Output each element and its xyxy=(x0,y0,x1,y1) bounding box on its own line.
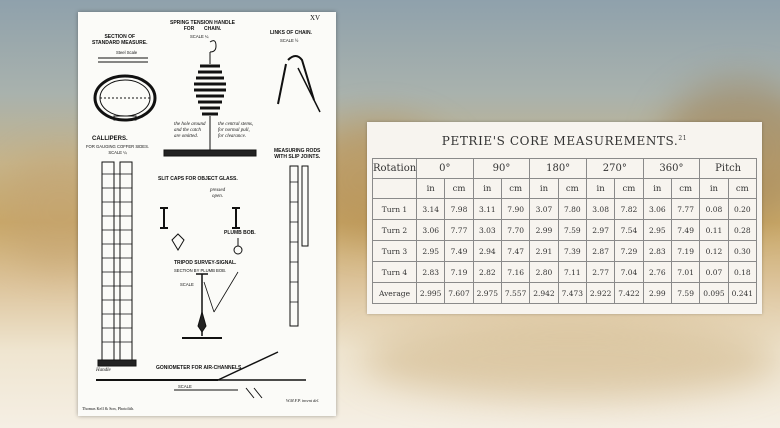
table-cell: 7.59 xyxy=(671,283,699,304)
unit-cell: in xyxy=(417,179,445,199)
table-cell: 7.80 xyxy=(558,199,586,220)
table-cell: 0.18 xyxy=(728,262,756,283)
tripod-scale-label: SCALE xyxy=(180,282,194,287)
table-row xyxy=(373,262,757,283)
table-cell: 2.80 xyxy=(530,262,558,283)
table-cell: 7.422 xyxy=(615,283,643,304)
table-cell: 7.77 xyxy=(445,220,473,241)
unit-cell: in xyxy=(700,179,728,199)
table-row-average xyxy=(373,283,757,304)
header-0-deg: 0° xyxy=(417,159,474,179)
unit-cell: cm xyxy=(615,179,643,199)
table-cell: 3.03 xyxy=(473,220,501,241)
table-cell: 3.07 xyxy=(530,199,558,220)
instrument-plate xyxy=(78,12,336,416)
table-cell: 2.82 xyxy=(473,262,501,283)
table-cell: 7.557 xyxy=(501,283,529,304)
table-cell: 3.14 xyxy=(417,199,445,220)
table-cell: 7.70 xyxy=(501,220,529,241)
standard-measure-label: SECTION OF STANDARD MEASURE. xyxy=(92,34,148,46)
header-180-deg: 180° xyxy=(530,159,587,179)
table-cell: 7.16 xyxy=(501,262,529,283)
unit-cell: cm xyxy=(445,179,473,199)
table-cell: 0.20 xyxy=(728,199,756,220)
table-cell: 2.87 xyxy=(586,241,614,262)
table-cell: 7.39 xyxy=(558,241,586,262)
table-title-footnote: 21 xyxy=(678,135,688,142)
table-cell: 2.922 xyxy=(586,283,614,304)
unit-cell: in xyxy=(473,179,501,199)
table-cell: 0.11 xyxy=(700,220,728,241)
background-blur-4 xyxy=(360,320,780,400)
plate-drawings xyxy=(78,12,336,416)
table-cell: 7.82 xyxy=(615,199,643,220)
table-cell: 0.095 xyxy=(700,283,728,304)
table-cell: 7.49 xyxy=(445,241,473,262)
table-cell: 7.54 xyxy=(615,220,643,241)
table-cell: 2.995 xyxy=(417,283,445,304)
table-cell: 2.95 xyxy=(417,241,445,262)
tripod-subtitle: SECTION BY PLUMB BOB. xyxy=(174,268,227,273)
table-cell: 3.06 xyxy=(643,199,671,220)
goniometer-scale-label: SCALE xyxy=(178,384,192,389)
table-cell: 7.98 xyxy=(445,199,473,220)
table-cell: 7.11 xyxy=(558,262,586,283)
table-cell: 2.83 xyxy=(417,262,445,283)
row-label: Average xyxy=(373,283,417,304)
table-cell: 3.11 xyxy=(473,199,501,220)
table-cell: 7.59 xyxy=(558,220,586,241)
unit-cell: in xyxy=(586,179,614,199)
plumb-bob-label: PLUMB BOB. xyxy=(224,230,256,236)
units-corner-cell xyxy=(373,179,417,199)
goniometer-handle-label: Handle xyxy=(96,368,111,373)
slit-caps-label: SLIT CAPS FOR OBJECT GLASS. xyxy=(158,176,238,182)
table-cell: 2.91 xyxy=(530,241,558,262)
spring-handle-label: SPRING TENSION HANDLE FOR CHAIN. xyxy=(170,20,236,32)
table-cell: 7.29 xyxy=(615,241,643,262)
table-cell: 2.76 xyxy=(643,262,671,283)
header-360-deg: 360° xyxy=(643,159,700,179)
unit-cell: cm xyxy=(558,179,586,199)
table-cell: 0.241 xyxy=(728,283,756,304)
rotation-header: Rotation xyxy=(373,159,417,179)
table-units-row xyxy=(373,179,757,199)
pressed-open-label: pressed open. xyxy=(210,188,226,199)
callipers-label: CALLIPERS. xyxy=(92,136,128,142)
row-label: Turn 2 xyxy=(373,220,417,241)
table-cell: 0.07 xyxy=(700,262,728,283)
publisher-credit: Thomas Kell & Son, Photolith. xyxy=(82,406,135,411)
table-cell: 0.08 xyxy=(700,199,728,220)
core-measurements-card xyxy=(367,122,762,314)
table-cell: 0.30 xyxy=(728,241,756,262)
header-90-deg: 90° xyxy=(473,159,530,179)
table-cell: 3.06 xyxy=(417,220,445,241)
table-cell: 2.95 xyxy=(643,220,671,241)
table-cell: 7.04 xyxy=(615,262,643,283)
spring-note-left: the hole around and the catch are omitted. xyxy=(174,122,206,139)
spring-note-right: the central stems, for normal pull, for clearance. xyxy=(218,122,254,139)
measuring-rods-label: MEASURING RODS WITH SLIP JOINTS. xyxy=(274,148,321,160)
standard-measure-drawing xyxy=(95,58,155,120)
table-row xyxy=(373,241,757,262)
tripod-label: TRIPOD SURVEY-SIGNAL. xyxy=(174,260,237,266)
table-cell: 7.47 xyxy=(501,241,529,262)
table-cell: 2.94 xyxy=(473,241,501,262)
unit-cell: cm xyxy=(501,179,529,199)
chain-links-label: LINKS OF CHAIN. xyxy=(270,30,312,36)
unit-cell: cm xyxy=(671,179,699,199)
table-row xyxy=(373,220,757,241)
table-cell: 2.942 xyxy=(530,283,558,304)
table-cell: 7.90 xyxy=(501,199,529,220)
core-measurements-table xyxy=(372,158,757,304)
table-cell: 2.77 xyxy=(586,262,614,283)
chain-links-scale-label: SCALE ½ xyxy=(280,38,299,43)
signature-credit: W.M.F.P. invent del. xyxy=(286,398,320,403)
spring-scale-label: SCALE ¼ xyxy=(190,34,209,39)
chain-links-drawing xyxy=(278,56,320,112)
row-label: Turn 4 xyxy=(373,262,417,283)
goniometer-label: GONIOMETER FOR AIR-CHANNELS. xyxy=(156,365,243,371)
table-cell: 2.97 xyxy=(586,220,614,241)
header-pitch: Pitch xyxy=(700,159,757,179)
header-270-deg: 270° xyxy=(586,159,643,179)
table-cell: 0.28 xyxy=(728,220,756,241)
table-cell: 2.99 xyxy=(643,283,671,304)
unit-cell: cm xyxy=(728,179,756,199)
table-cell: 2.99 xyxy=(530,220,558,241)
table-title xyxy=(367,134,762,148)
callipers-drawing xyxy=(98,162,136,366)
measuring-rods-drawing xyxy=(290,166,308,326)
steel-scale-label: Steel Scale xyxy=(116,50,138,55)
table-title-text: PETRIE'S CORE MEASUREMENTS. xyxy=(441,134,679,148)
plate-number: XV xyxy=(310,14,321,22)
table-cell: 7.49 xyxy=(671,220,699,241)
unit-cell: in xyxy=(643,179,671,199)
table-cell: 7.77 xyxy=(671,199,699,220)
table-cell: 7.01 xyxy=(671,262,699,283)
table-cell: 7.19 xyxy=(445,262,473,283)
table-cell: 2.975 xyxy=(473,283,501,304)
table-cell: 2.83 xyxy=(643,241,671,262)
table-cell: 7.19 xyxy=(671,241,699,262)
callipers-subtitle: FOR GAUGING COFFER SIDES. SCALE ¼ xyxy=(86,144,150,155)
table-row xyxy=(373,199,757,220)
table-cell: 0.12 xyxy=(700,241,728,262)
goniometer-drawing xyxy=(96,352,306,398)
table-header-row xyxy=(373,159,757,179)
table-cell: 7.607 xyxy=(445,283,473,304)
row-label: Turn 3 xyxy=(373,241,417,262)
table-cell: 3.08 xyxy=(586,199,614,220)
unit-cell: in xyxy=(530,179,558,199)
table-cell: 7.473 xyxy=(558,283,586,304)
row-label: Turn 1 xyxy=(373,199,417,220)
